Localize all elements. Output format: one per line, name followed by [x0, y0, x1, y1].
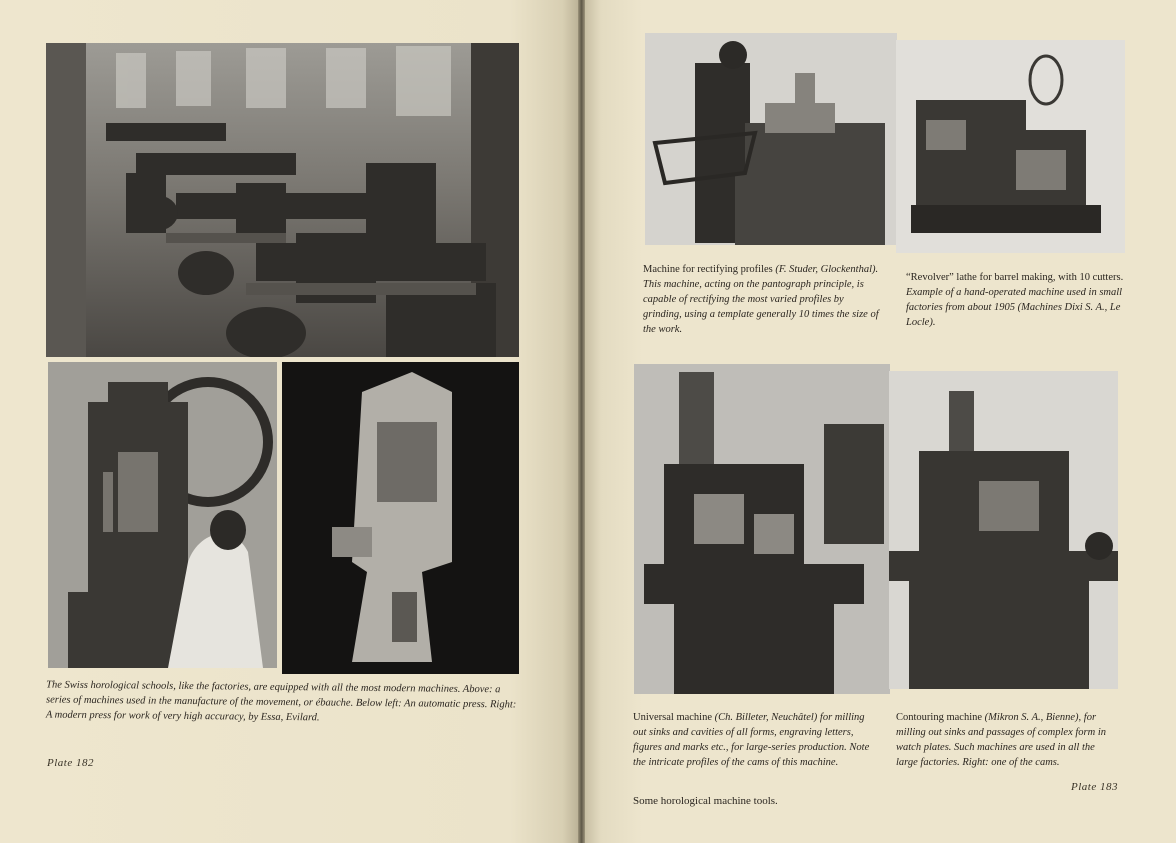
- caption-title: Machine for rectifying profiles: [643, 264, 773, 275]
- caption-title: Contouring machine: [896, 712, 983, 723]
- caption-title: Universal machine: [633, 712, 713, 723]
- photo-revolver-lathe: [896, 40, 1125, 253]
- book-gutter: [578, 0, 585, 843]
- photo-contouring-machine: [889, 371, 1118, 689]
- caption-revolver-lathe: [906, 270, 1128, 330]
- left-caption: The Swiss horological schools, like the factories, are equipped with all the most modern machines. Above: a series of machines used in the manufacture of the movement, or ébauche. Below left: An automatic press. Right: A modern press for work of very high accuracy, by Essa, Evilard.: [45, 679, 517, 724]
- photo-automatic-press: [48, 362, 277, 668]
- photo-factory-machines-row: [46, 43, 519, 357]
- caption-details: (Mikron S. A., Bienne), for milling out sinks and passages of complex form in watch plates. Such machines are used in all the large factories. Right: one of the cams.: [896, 712, 1106, 768]
- caption-title: “Revolver” lathe for barrel making, with 10 cutters.: [906, 272, 1124, 283]
- section-title: Some horological machine tools.: [633, 795, 778, 807]
- right-plate-number: Plate 183: [1071, 781, 1118, 793]
- caption-details: (Ch. Billeter, Neuchâtel) for milling out sinks and cavities of all forms, engraving letters, figures and marks etc., for large-series production. Note the intricate profiles of the cams of this machine.: [633, 712, 870, 768]
- photo-profile-rectifying-machine: [645, 33, 897, 245]
- caption-universal-machine: [633, 710, 875, 770]
- caption-details: Example of a hand-operated machine used in small factories from about 1905 (Machines Dixi S. A., Le Locle).: [906, 287, 1123, 328]
- left-plate-number: Plate 182: [47, 757, 94, 769]
- photo-precision-press: [282, 362, 519, 674]
- caption-details: (F. Studer, Glockenthal). This machine, acting on the pantograph principle, is capable of rectifying the most varied profiles by grinding, using a template generally 10 times the size of the work.: [643, 264, 879, 335]
- caption-profile-rectifying-machine: [643, 262, 885, 337]
- caption-contouring-machine: [896, 710, 1118, 770]
- photo-universal-machine: [634, 364, 890, 694]
